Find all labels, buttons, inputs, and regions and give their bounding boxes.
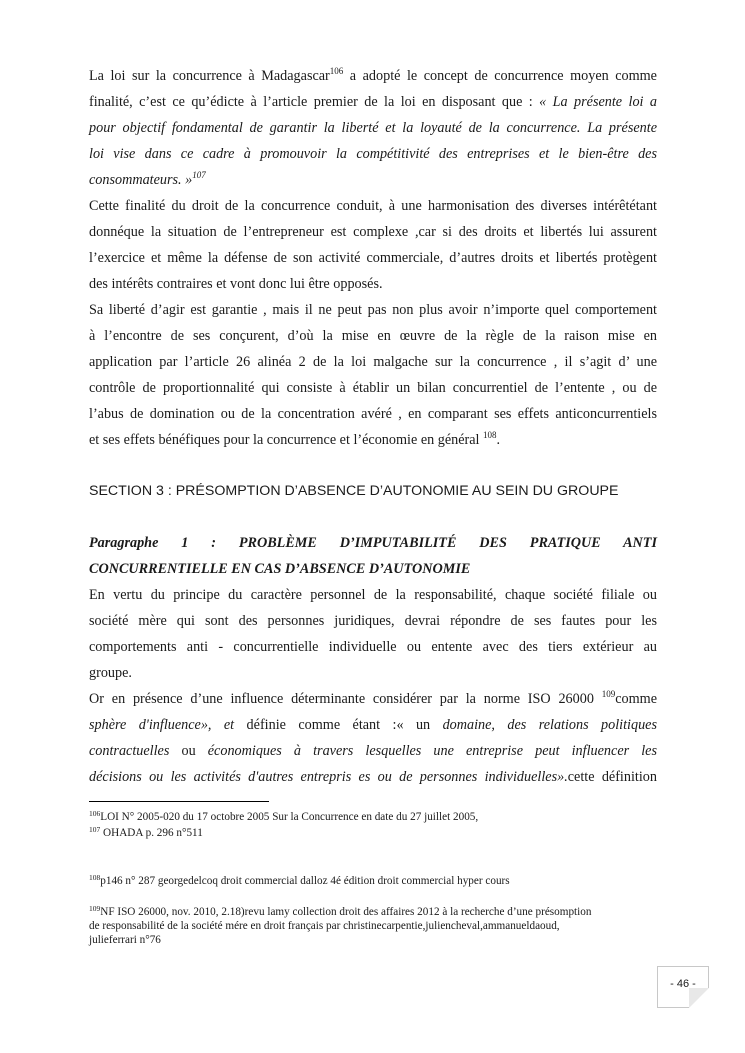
paragraph-responsabilite (89, 582, 657, 686)
text-line: l’exercice et même la défense de son activité commerciale, d’autres droits et libertés protègent (89, 250, 657, 266)
text-line: contractuelles ou économiques à travers lesquelles une entreprise peut influencer les (89, 743, 657, 759)
text-line: à l’encontre de ses conçurent, d’où la mise en œuvre de la règle de la raison mise en (89, 328, 657, 344)
text-line: groupe. (89, 665, 132, 681)
text-line: comportements anti - concurrentielle individuelle ou entente avec des tiers extérieur au (89, 639, 657, 655)
footnote-109: $^{109}$NF ISO 26000, nov. 2010, 2.18)revu lamy collection droit des affaires 2012 à la recherche d’une présomption de responsabilité de la société mére en droit français par christinecarpentie,juliencheval,ammanueldaoud, julieferrari n°76 (89, 904, 592, 946)
text-line: loi vise dans ce cadre à promouvoir la compétitivité des entreprises et le bien-être des (89, 146, 657, 162)
footnote-ref-106[interactable]: 106 (329, 66, 344, 76)
text-line: La loi sur la concurrence à Madagascar$^{106}$ a adopté le concept de concurrence moyen comme (89, 66, 657, 84)
text-line: l’abus de domination ou de la concentration avéré , en comparant ses effets anticoncurrentiels (89, 406, 657, 422)
text-line: Or en présence d’une influence déterminante considérer par la norme ISO 26000 $^{109}$comme (89, 689, 657, 707)
text-line: et ses effets bénéfiques pour la concurrence et l’économie en général $^{108}$. (89, 430, 501, 448)
paragraph-title-line: CONCURRENTIELLE EN CAS D’ABSENCE D’AUTONOMIE (89, 561, 471, 577)
footnote-107: $^{107}$ OHADA p. 296 n°511 (89, 825, 203, 839)
paragraph-influence (89, 686, 657, 790)
paragraph-loi-concurrence (89, 63, 657, 193)
footnote-ref-107[interactable]: 107 (192, 170, 206, 180)
footnote-108: $^{108}$p146 n° 287 georgedelcoq droit commercial dalloz 4é édition droit commercial hyper cours (89, 873, 510, 887)
text-line: contrôle de proportionnalité qui consiste à établir un bilan concurrentiel de l’entente , ou de (89, 380, 657, 396)
text-line: finalité, c’est ce qu’édicte à l’article premier de la loi en disposant que : « La présente loi a (89, 94, 657, 110)
page-number-box (657, 966, 709, 1008)
text-line: société mère qui sont des personnes juridiques, devrai répondre de ses fautes pour les (89, 613, 657, 629)
paragraph-finalite (89, 193, 657, 297)
text-line: application par l’article 26 alinéa 2 de la loi malgache sur la concurrence , il s’agit d’ une (89, 354, 657, 370)
footnote-106: $^{106}$LOI N° 2005-020 du 17 octobre 2005 Sur la Concurrence en date du 27 juillet 2005, (89, 809, 479, 823)
text-line: donnéque la situation de l’entrepreneur est complexe ,car si des droits et libertés lui assurent (89, 224, 657, 240)
text-line: En vertu du principe du caractère personnel de la responsabilité, chaque société filiale ou (89, 587, 657, 603)
footnote-separator (89, 801, 269, 802)
section-heading: SECTION 3 : PRÉSOMPTION D’ABSENCE D’AUTONOMIE AU SEIN DU GROUPE (89, 483, 619, 499)
text-line: décisions ou les activités d'autres entrepris es ou de personnes individuelles».cette définition (89, 769, 657, 785)
text-line: des intérêts contraires et vont donc lui être opposés. (89, 276, 383, 292)
text-line: Cette finalité du droit de la concurrence conduit, à une harmonisation des diverses intérêtétant (89, 198, 657, 214)
paragraph-liberte-agir (89, 297, 657, 453)
text-line: Sa liberté d’agir est garantie , mais il ne peut pas non plus avoir n’importe quel comportement (89, 302, 657, 318)
paragraph-title (89, 530, 657, 582)
text-line: sphère d'influence», et définie comme étant :« un domaine, des relations politiques (89, 717, 657, 733)
footnote-ref-108[interactable]: 108 (483, 430, 497, 440)
text-line: pour objectif fondamental de garantir la liberté et la loyauté de la concurrence. La présente (89, 120, 657, 136)
paragraph-title-line: Paragraphe 1 : PROBLÈME D’IMPUTABILITÉ DES PRATIQUE ANTI (89, 535, 657, 551)
page-number: - 46 - (670, 978, 696, 990)
footnote-ref-109[interactable]: 109 (601, 689, 616, 699)
text-line: consommateurs. »$^{107}$ (89, 170, 206, 188)
